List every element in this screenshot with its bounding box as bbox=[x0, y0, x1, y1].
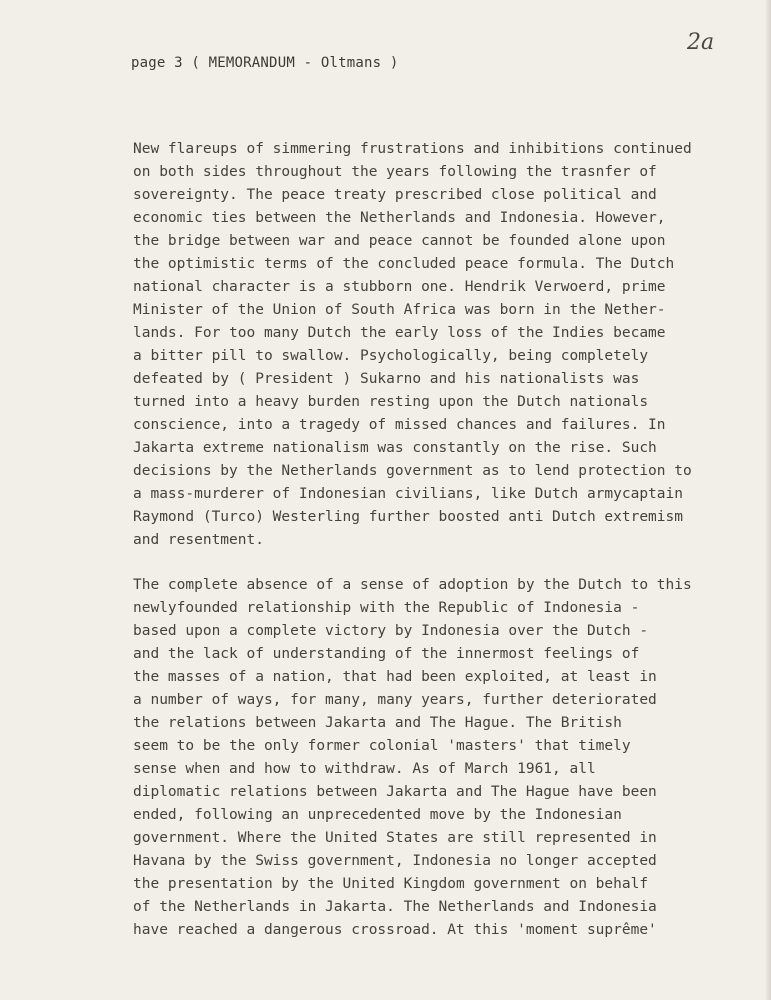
text-line: the masses of a nation, that had been exploited, at least in bbox=[133, 669, 657, 685]
text-line: have reached a dangerous crossroad. At this 'moment suprême' bbox=[133, 922, 657, 938]
text-line: a bitter pill to swallow. Psychologically, being completely bbox=[133, 348, 649, 364]
text-line: Jakarta extreme nationalism was constantly on the rise. Such bbox=[133, 440, 657, 456]
text-line: the bridge between war and peace cannot be founded alone upon bbox=[133, 233, 666, 249]
text-line: based upon a complete victory by Indonesia over the Dutch - bbox=[133, 623, 649, 639]
text-line: defeated by ( President ) Sukarno and his nationalists was bbox=[133, 371, 640, 387]
text-line: turned into a heavy burden resting upon the Dutch nationals bbox=[133, 394, 649, 410]
text-line: a mass-murderer of Indonesian civilians, like Dutch armycaptain bbox=[133, 486, 683, 502]
text-line: sovereignty. The peace treaty prescribed close political and bbox=[133, 187, 657, 203]
text-line: seem to be the only former colonial 'masters' that timely bbox=[133, 738, 631, 754]
text-line: conscience, into a tragedy of missed chances and failures. In bbox=[133, 417, 666, 433]
page-header: page 3 ( MEMORANDUM - Oltmans ) bbox=[131, 55, 399, 71]
text-line: ended, following an unprecedented move by the Indonesian bbox=[133, 807, 622, 823]
text-line: and resentment. bbox=[133, 532, 264, 548]
text-line: New flareups of simmering frustrations and inhibitions continued bbox=[133, 141, 692, 157]
text-line: national character is a stubborn one. Hendrik Verwoerd, prime bbox=[133, 279, 666, 295]
paragraph-1 bbox=[133, 138, 758, 552]
text-line: a number of ways, for many, many years, further deteriorated bbox=[133, 692, 657, 708]
text-line: the presentation by the United Kingdom government on behalf bbox=[133, 876, 649, 892]
text-line: government. Where the United States are still represented in bbox=[133, 830, 657, 846]
text-line: of the Netherlands in Jakarta. The Netherlands and Indonesia bbox=[133, 899, 657, 915]
text-line: The complete absence of a sense of adoption by the Dutch to this bbox=[133, 577, 692, 593]
text-line: lands. For too many Dutch the early loss of the Indies became bbox=[133, 325, 666, 341]
text-line: and the lack of understanding of the innermost feelings of bbox=[133, 646, 640, 662]
page-edge-shadow bbox=[765, 0, 771, 1000]
text-line: newlyfounded relationship with the Republic of Indonesia - bbox=[133, 600, 640, 616]
text-line: the relations between Jakarta and The Hague. The British bbox=[133, 715, 622, 731]
text-line: on both sides throughout the years following the trasnfer of bbox=[133, 164, 657, 180]
memorandum-body bbox=[133, 138, 758, 964]
text-line: decisions by the Netherlands government as to lend protection to bbox=[133, 463, 692, 479]
text-line: economic ties between the Netherlands and Indonesia. However, bbox=[133, 210, 666, 226]
text-line: diplomatic relations between Jakarta and The Hague have been bbox=[133, 784, 657, 800]
paragraph-2 bbox=[133, 574, 758, 942]
text-line: the optimistic terms of the concluded peace formula. The Dutch bbox=[133, 256, 675, 272]
text-line: Minister of the Union of South Africa was born in the Nether- bbox=[133, 302, 666, 318]
text-line: Raymond (Turco) Westerling further boosted anti Dutch extremism bbox=[133, 509, 683, 525]
text-line: Havana by the Swiss government, Indonesia no longer accepted bbox=[133, 853, 657, 869]
handwritten-page-mark: 2a bbox=[687, 30, 715, 55]
text-line: sense when and how to withdraw. As of March 1961, all bbox=[133, 761, 596, 777]
